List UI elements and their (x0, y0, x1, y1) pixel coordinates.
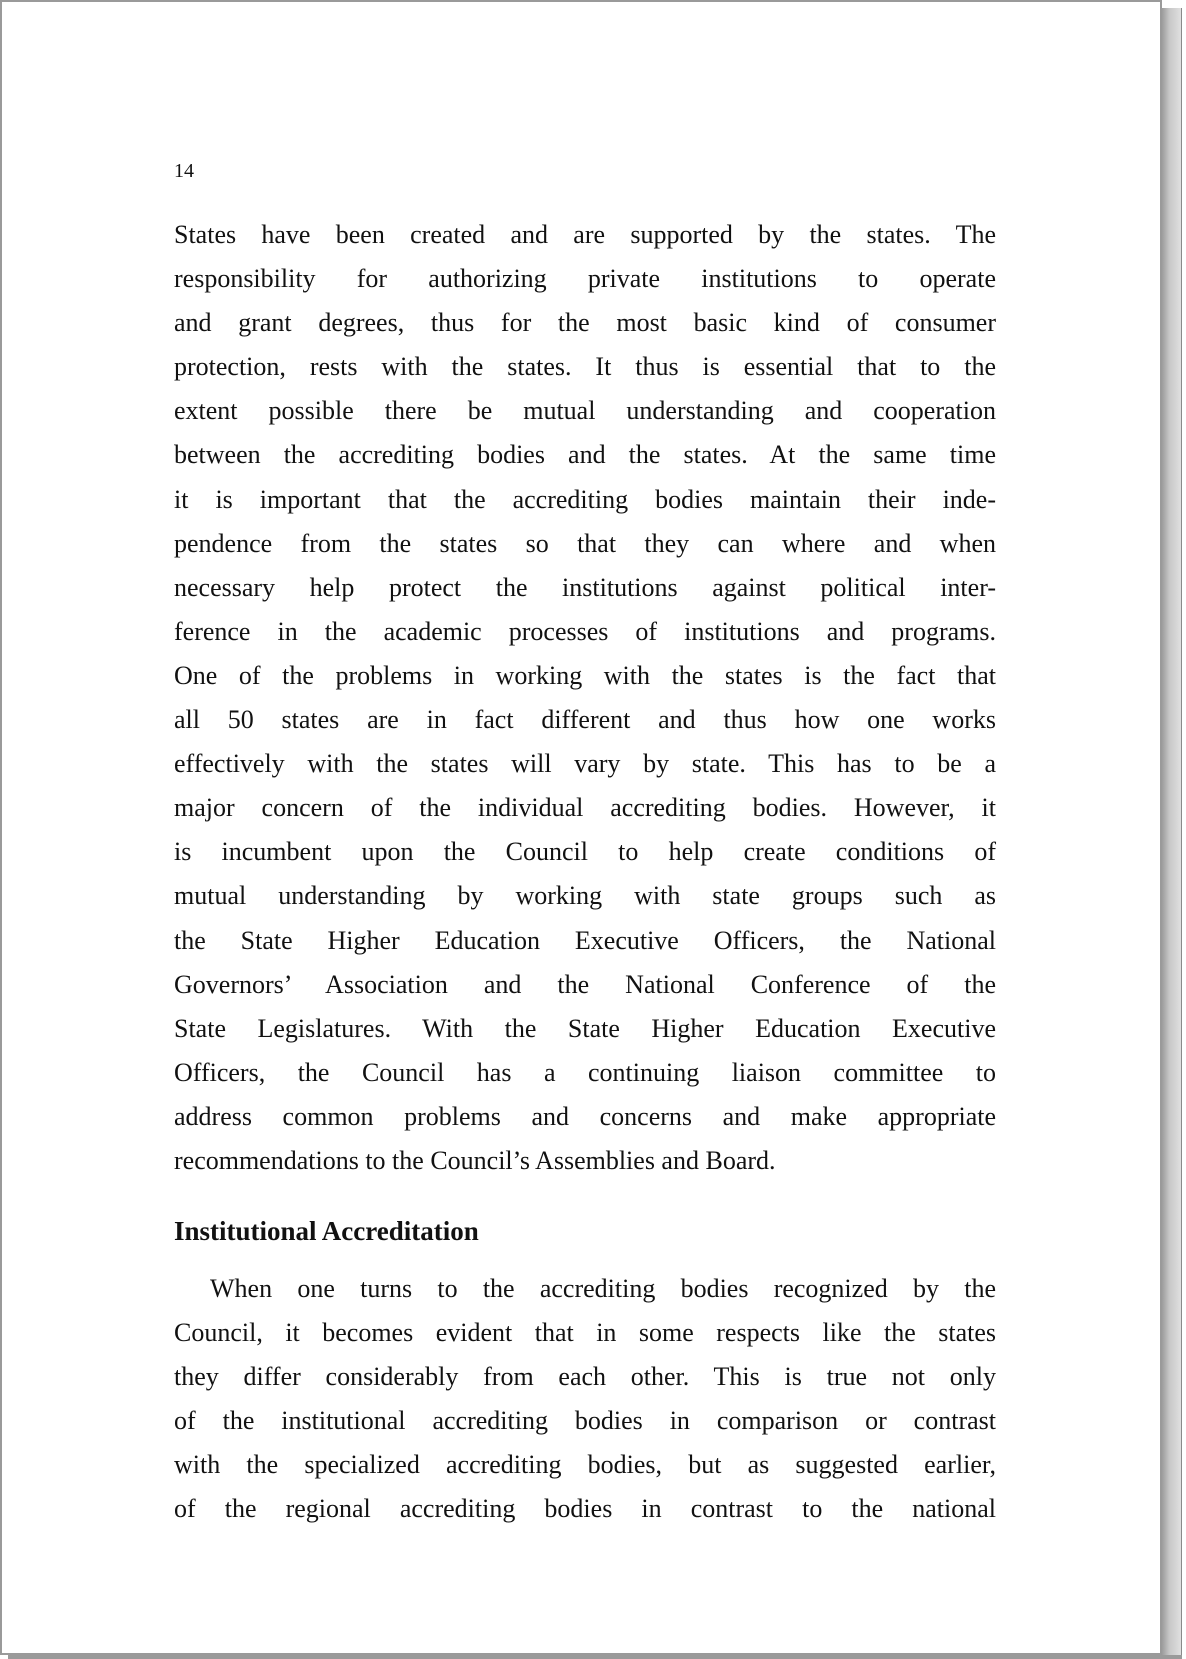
text-line: all 50 states are in fact different and thus how one works (174, 705, 996, 735)
text-line: they differ considerably from each other. This is true not only (174, 1362, 996, 1392)
text-line: and grant degrees, thus for the most basic kind of consumer (174, 308, 996, 338)
text-line: Council, it becomes evident that in some respects like the states (174, 1318, 996, 1348)
text-line: pendence from the states so that they can where and when (174, 528, 996, 558)
text-line: When one turns to the accrediting bodies recognized by the (210, 1274, 996, 1303)
text-line: States have been created and are supported by the states. The (174, 220, 996, 249)
text-line: responsibility for authorizing private institutions to operate (174, 264, 996, 294)
text-line: with the specialized accrediting bodies, but as suggested earlier, (174, 1450, 996, 1480)
page-bottom-edge (8, 1655, 1182, 1659)
text-line: of the regional accrediting bodies in contrast to the national (174, 1494, 996, 1524)
text-line: mutual understanding by working with state groups such as (174, 881, 996, 911)
text-line: necessary help protect the institutions against political inter- (174, 572, 996, 602)
text-line: ference in the academic processes of institutions and programs. (174, 616, 996, 646)
paragraph-states (174, 213, 996, 1183)
page-edge-shadow (1162, 8, 1182, 1659)
text-line: Governors’ Association and the National Conference of the (174, 969, 996, 999)
paragraph-accrediting-bodies (174, 1267, 996, 1532)
text-line: of the institutional accrediting bodies in comparison or contrast (174, 1406, 996, 1436)
page-number: 14 (174, 160, 194, 182)
text-line: the State Higher Education Executive Officers, the National (174, 925, 996, 955)
section-heading: Institutional Accreditation (174, 1216, 479, 1246)
text-line: address common problems and concerns and make appropriate (174, 1101, 996, 1131)
text-line: protection, rests with the states. It thus is essential that to the (174, 352, 996, 382)
text-line: Officers, the Council has a continuing liaison committee to (174, 1057, 996, 1087)
text-line: State Legislatures. With the State Higher Education Executive (174, 1013, 996, 1043)
text-line: it is important that the accrediting bodies maintain their inde- (174, 484, 996, 514)
text-line: effectively with the states will vary by state. This has to be a (174, 749, 996, 779)
text-line: between the accrediting bodies and the states. At the same time (174, 440, 996, 470)
text-line: recommendations to the Council’s Assemblies and Board. (174, 1145, 776, 1175)
text-line: One of the problems in working with the states is the fact that (174, 660, 996, 690)
text-line: major concern of the individual accrediting bodies. However, it (174, 793, 996, 823)
text-line: is incumbent upon the Council to help create conditions of (174, 837, 996, 867)
text-line: extent possible there be mutual understanding and cooperation (174, 396, 996, 426)
